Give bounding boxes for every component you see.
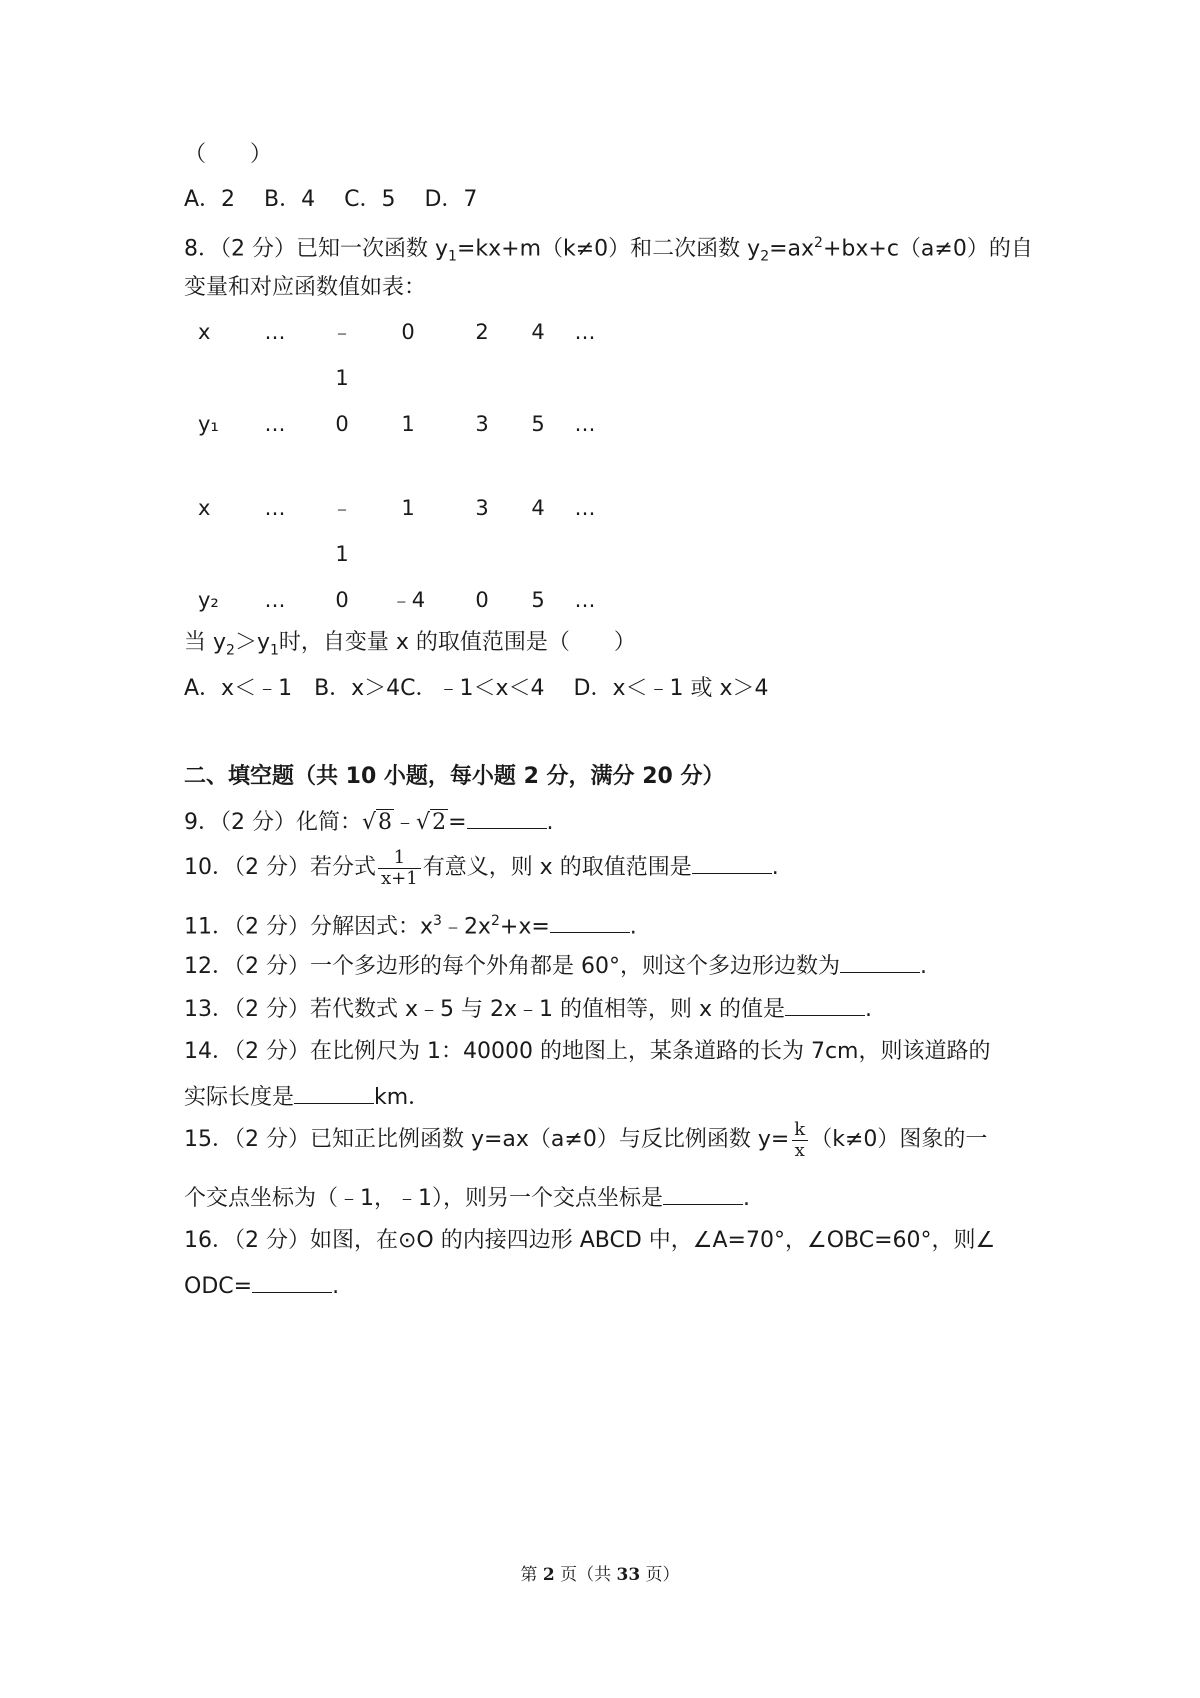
- q11-mid: ﹣2x: [441, 914, 491, 940]
- q10: [184, 846, 779, 890]
- q14-text-a: 实际长度是: [184, 1085, 295, 1110]
- table-cell: x: [198, 320, 211, 344]
- table-cell: 1: [335, 366, 349, 390]
- table-cell: x: [198, 496, 211, 520]
- q9-minus: ﹣: [394, 810, 417, 835]
- q9: [184, 806, 554, 838]
- table-cell: 0: [335, 588, 349, 612]
- q7-options: A．2 B．4 C．5 D．7: [184, 187, 478, 212]
- answer-blank: [550, 910, 630, 933]
- table-cell: 1: [401, 412, 415, 436]
- q8-q-a: 当 y: [184, 630, 227, 655]
- fraction: $\frac{1}{x+1}$: [378, 848, 421, 889]
- q9-prefix: 9．（2 分）化简：: [184, 810, 362, 835]
- q16-line2: [184, 1270, 339, 1302]
- q8-text-d: +bx+c（a≠0）的自: [822, 236, 1033, 262]
- table-cell: …: [264, 412, 286, 436]
- q8-question: 当 $y_2>y_1$时，自变量 x 的取值范围是（ ）: [184, 630, 636, 659]
- page-number: 2: [542, 1565, 555, 1585]
- answer-blank: [692, 851, 772, 874]
- table-cell: 0: [335, 412, 349, 436]
- table-cell: 1: [401, 496, 415, 520]
- q14-line1: 14．（2 分）在比例尺为 1：40000 的地图上，某条道路的长为 7cm，则该道路的: [184, 1039, 991, 1064]
- q15-prefix: 15．（2 分）已知正比例函数 y=ax（a≠0）与反比例函数 y=: [184, 1127, 790, 1152]
- q8-text-b: =kx+m（k≠0）和二次函数 y: [456, 236, 761, 262]
- q10-prefix: 10．（2 分）若分式: [184, 855, 376, 880]
- q12-text: 12．（2 分）一个多边形的每个外角都是 60°，则这个多边形边数为: [184, 954, 840, 979]
- q8-line1: 8．（2 分）已知一次函数 $y_1=kx+m(k\ne 0)$和二次函数 $y_2=ax^2+bx+c(a\ne 0)$的自: [184, 235, 1033, 265]
- table-cell: …: [574, 320, 596, 344]
- table-cell: ﹣4: [390, 588, 426, 612]
- answer-blank: [467, 806, 547, 829]
- q9-suffix: =: [448, 810, 467, 835]
- answer-blank: [785, 993, 865, 1016]
- q8-text-c: =ax: [769, 236, 815, 262]
- q8-q-c: 时，自变量 x 的取值范围是（ ）: [278, 630, 636, 655]
- section-title: 二、填空题（共 10 小题，每小题 2 分，满分 20 分）: [184, 764, 725, 789]
- table-cell: 5: [531, 588, 545, 612]
- q15-end: .: [743, 1186, 750, 1211]
- sqrt-2: √2: [416, 810, 447, 835]
- q8-q-b: ＞y: [234, 630, 270, 655]
- table-cell: ﹣: [331, 320, 353, 344]
- table-cell: …: [574, 588, 596, 612]
- table-cell: 4: [531, 320, 545, 344]
- table-cell: 3: [475, 412, 489, 436]
- table-cell: 0: [475, 588, 489, 612]
- q13-end: .: [865, 997, 872, 1022]
- answer-blank: [294, 1081, 374, 1104]
- q8-text-a: 8．（2 分）已知一次函数 y: [184, 236, 449, 262]
- table-cell: 1: [335, 542, 349, 566]
- table-cell: …: [574, 496, 596, 520]
- q15-line1: [184, 1118, 987, 1162]
- table-cell: …: [264, 496, 286, 520]
- q16-text: ODC=: [184, 1274, 253, 1299]
- q14-line2: [184, 1081, 430, 1113]
- table-cell: 5: [531, 412, 545, 436]
- q16-line1: 16．（2 分）如图，在⊙O 的内接四边形 ABCD 中，∠A=70°，∠OBC=60°，则∠: [184, 1228, 996, 1253]
- table-cell: y₁: [198, 412, 219, 436]
- q13: [184, 993, 872, 1025]
- table-cell: 2: [475, 320, 489, 344]
- table-cell: …: [264, 320, 286, 344]
- q11: 11．（2 分）分解因式：$x^3﹣2x^2+x=$ .: [184, 906, 637, 942]
- q11-prefix: 11．（2 分）分解因式：x: [184, 914, 434, 940]
- answer-blank: [252, 1270, 332, 1293]
- page-footer: 第 2 页（共 33 页）: [520, 1565, 680, 1585]
- q12-end: .: [919, 954, 927, 979]
- table-cell: …: [574, 412, 596, 436]
- table-cell: 3: [475, 496, 489, 520]
- page-total: 33: [616, 1565, 641, 1585]
- q13-text: 13．（2 分）若代数式 x﹣5 与 2x﹣1 的值相等，则 x 的值是: [184, 997, 785, 1022]
- q15-line2: [184, 1182, 750, 1214]
- q16-end: .: [332, 1274, 340, 1299]
- q14-text-b: km．: [374, 1085, 431, 1110]
- fraction: $\frac{k}{x}$: [791, 1120, 808, 1161]
- table-cell: …: [264, 588, 286, 612]
- q12: [184, 950, 927, 982]
- answer-blank: [840, 950, 920, 973]
- q15-text: 个交点坐标为（﹣1，﹣1），则另一个交点坐标是: [184, 1186, 663, 1211]
- q8-options: A．x＜﹣1 B．x＞4C．﹣1＜x＜4 D．x＜﹣1 或 x＞4: [184, 676, 769, 701]
- q11-end: .: [629, 914, 637, 940]
- sqrt-8: √8: [362, 810, 393, 835]
- q11-suffix: +x=: [499, 914, 550, 940]
- table-cell: ﹣: [331, 496, 353, 520]
- q8-line2: 变量和对应函数值如表：: [184, 275, 427, 300]
- answer-blank: [663, 1182, 743, 1205]
- table-cell: 4: [531, 496, 545, 520]
- answer-paren: （ ）: [184, 142, 273, 167]
- table-cell: 0: [401, 320, 415, 344]
- table-cell: y₂: [198, 588, 219, 612]
- q15-suffix: （k≠0）图象的一: [810, 1127, 988, 1152]
- q10-suffix: 有意义，则 x 的取值范围是: [422, 855, 692, 880]
- q9-end: .: [546, 810, 554, 835]
- q10-end: .: [771, 855, 779, 880]
